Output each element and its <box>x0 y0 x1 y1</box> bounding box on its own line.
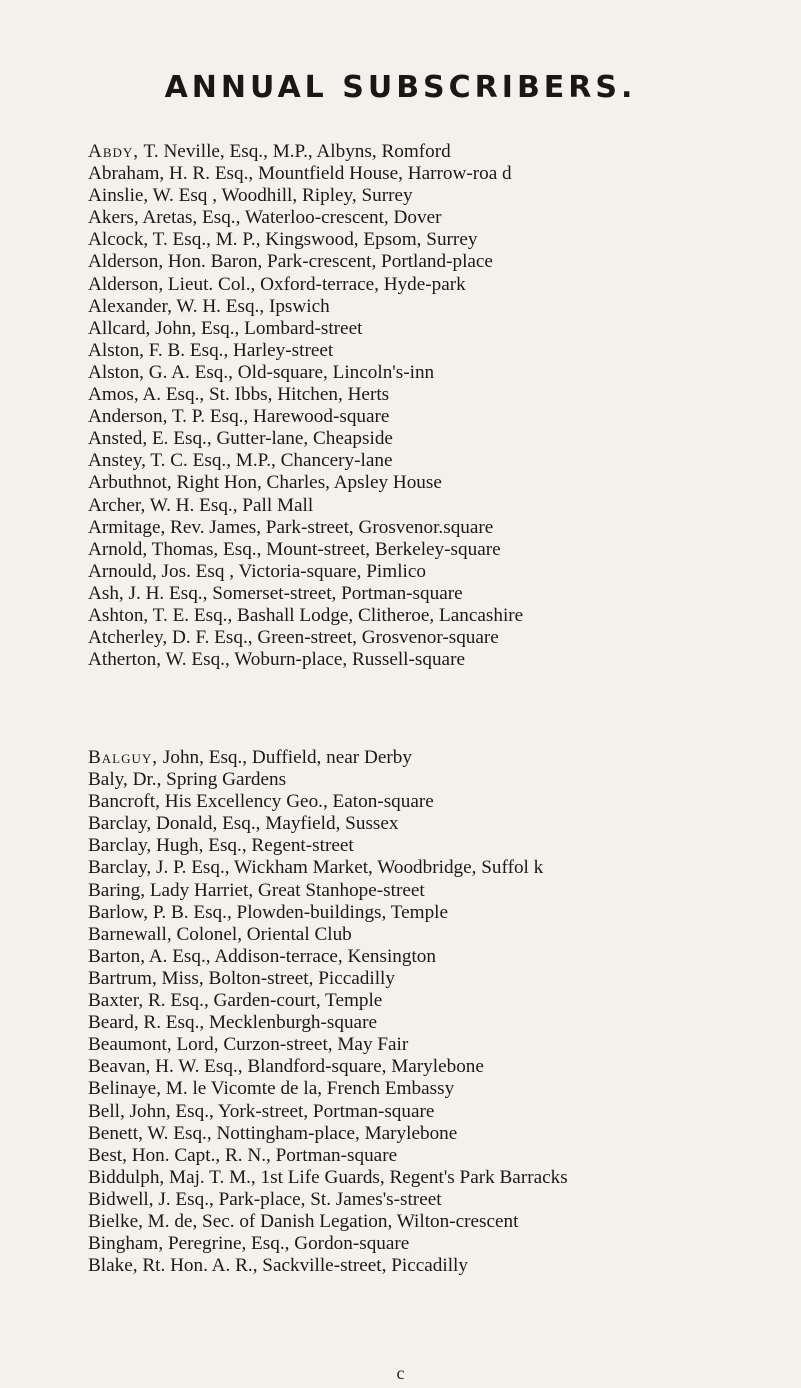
subscriber-entry <box>88 1012 798 1034</box>
entry-text: Atherton, W. Esq., Woburn-place, Russell-square <box>88 649 465 671</box>
entry-text: Best, Hon. Capt., R. N., Portman-square <box>88 1144 398 1166</box>
page-title: ANNUAL SUBSCRIBERS. <box>164 70 637 105</box>
entry-text: Bancroft, His Excellency Geo., Eaton-square <box>88 791 434 813</box>
subscriber-entry <box>88 362 798 384</box>
subscriber-entry <box>88 902 798 924</box>
entry-text: T. Neville, Esq., M.P., Albyns, Romford <box>139 141 451 162</box>
entry-text: Barclay, Hugh, Esq., Regent-street <box>88 835 354 857</box>
subscriber-entry <box>88 472 798 494</box>
subscriber-entry <box>88 769 798 791</box>
entry-lead-name: Abdy, <box>88 141 140 162</box>
entry-text: Barclay, Donald, Esq., Mayfield, Sussex <box>88 813 399 835</box>
subscriber-entry <box>88 813 798 835</box>
subscriber-entry <box>88 1078 798 1100</box>
signature-mark: c <box>396 1363 405 1383</box>
subscriber-entry <box>88 583 798 605</box>
subscriber-entry <box>88 1167 798 1189</box>
subscriber-entry <box>88 946 798 968</box>
subscriber-entry <box>88 207 798 229</box>
entry-text: Barton, A. Esq., Addison-terrace, Kensington <box>88 945 436 967</box>
entry-text: Ansted, E. Esq., Gutter-lane, Cheapside <box>88 428 393 450</box>
entry-text: Alderson, Hon. Baron, Park-crescent, Portland-place <box>88 251 493 273</box>
subscriber-entry <box>88 1034 798 1056</box>
entry-text: Baly, Dr., Spring Gardens <box>88 769 287 791</box>
entry-text: Arnould, Jos. Esq , Victoria-square, Pimlico <box>88 560 426 582</box>
entry-text: Beard, R. Esq., Mecklenburgh-square <box>88 1012 377 1034</box>
subscriber-entry <box>88 450 798 472</box>
subscriber-entry <box>88 835 798 857</box>
entry-text: Anderson, T. P. Esq., Harewood-square <box>88 406 390 428</box>
subscriber-entry <box>88 561 798 583</box>
subscriber-entry <box>88 924 798 946</box>
subscriber-entry <box>88 649 798 671</box>
subscriber-entry <box>88 627 798 649</box>
subscriber-entry <box>88 1211 798 1233</box>
subscriber-entry <box>88 1123 798 1145</box>
subscriber-entry <box>88 318 798 340</box>
entry-text: Bartrum, Miss, Bolton-street, Piccadilly <box>88 967 395 989</box>
entry-text: Ashton, T. E. Esq., Bashall Lodge, Clitheroe, Lancashire <box>88 604 524 626</box>
subscriber-entry <box>88 428 798 450</box>
entry-lead-name: Balguy, <box>88 747 159 768</box>
entry-text: Barlow, P. B. Esq., Plowden-buildings, Temple <box>88 901 449 923</box>
entry-text: Bell, John, Esq., York-street, Portman-square <box>88 1100 435 1122</box>
entry-text: Bidwell, J. Esq., Park-place, St. James's-street <box>88 1188 442 1210</box>
subscriber-entry <box>88 1233 798 1255</box>
subscriber-entry <box>88 880 798 902</box>
subscriber-entry <box>88 517 798 539</box>
entry-text: Benett, W. Esq., Nottingham-place, Marylebone <box>88 1122 458 1144</box>
entry-text: Armitage, Rev. James, Park-street, Grosvenor.square <box>88 516 494 538</box>
subscriber-entry <box>88 296 798 318</box>
subscriber-entry <box>88 406 798 428</box>
entry-text: Baxter, R. Esq., Garden-court, Temple <box>88 990 383 1012</box>
entry-text: Barclay, J. P. Esq., Wickham Market, Woodbridge, Suffol k <box>88 857 544 879</box>
subscriber-entry <box>88 163 798 185</box>
entry-text: Alcock, T. Esq., M. P., Kingswood, Epsom, Surrey <box>88 229 478 251</box>
entry-text: Blake, Rt. Hon. A. R., Sackville-street, Piccadilly <box>88 1255 468 1277</box>
subscriber-entry <box>88 1145 798 1167</box>
entry-text: Alexander, W. H. Esq., Ipswich <box>88 295 330 317</box>
entry-text: Alston, G. A. Esq., Old-square, Lincoln's-inn <box>88 361 435 383</box>
subscriber-entry <box>88 251 798 273</box>
entry-text: Beavan, H. W. Esq., Blandford-square, Marylebone <box>88 1056 484 1078</box>
entry-text: Baring, Lady Harriet, Great Stanhope-street <box>88 879 425 901</box>
subscriber-list-a <box>88 141 798 671</box>
entry-text: Abraham, H. R. Esq., Mountfield House, Harrow-roa d <box>88 163 512 185</box>
entry-text: Arbuthnot, Right Hon, Charles, Apsley House <box>88 472 442 494</box>
subscriber-entry <box>88 141 798 163</box>
entry-text: Barnewall, Colonel, Oriental Club <box>88 923 352 945</box>
entry-text: Arnold, Thomas, Esq., Mount-street, Berkeley-square <box>88 538 501 560</box>
subscriber-entry <box>88 495 798 517</box>
subscriber-entry <box>88 340 798 362</box>
entry-text: Archer, W. H. Esq., Pall Mall <box>88 494 314 516</box>
subscriber-entry <box>88 990 798 1012</box>
subscriber-entry <box>88 539 798 561</box>
entry-text: Amos, A. Esq., St. Ibbs, Hitchen, Herts <box>88 384 390 406</box>
subscriber-entry <box>88 857 798 879</box>
entry-text: Alston, F. B. Esq., Harley-street <box>88 339 334 361</box>
entry-text: Atcherley, D. F. Esq., Green-street, Grosvenor-square <box>88 627 499 649</box>
subscriber-entry <box>88 791 798 813</box>
entry-text: Alderson, Lieut. Col., Oxford-terrace, Hyde-park <box>88 273 466 295</box>
subscriber-entry <box>88 185 798 207</box>
subscriber-entry <box>88 274 798 296</box>
subscriber-entry <box>88 1101 798 1123</box>
entry-text: Biddulph, Maj. T. M., 1st Life Guards, Regent's Park Barracks <box>88 1166 568 1188</box>
entry-text: Ainslie, W. Esq , Woodhill, Ripley, Surrey <box>88 185 413 207</box>
entry-text: Bingham, Peregrine, Esq., Gordon-square <box>88 1233 410 1255</box>
subscriber-entry <box>88 605 798 627</box>
subscriber-list-b <box>88 747 798 1277</box>
entry-text: Bielke, M. de, Sec. of Danish Legation, Wilton-crescent <box>88 1210 519 1232</box>
entry-text: Akers, Aretas, Esq., Waterloo-crescent, Dover <box>88 207 442 229</box>
subscriber-entry <box>88 1255 798 1277</box>
subscriber-entry <box>88 747 798 769</box>
entry-text: Belinaye, M. le Vicomte de la, French Embassy <box>88 1078 455 1100</box>
entry-text: John, Esq., Duffield, near Derby <box>158 747 412 768</box>
subscriber-entry <box>88 1189 798 1211</box>
entry-text: Allcard, John, Esq., Lombard-street <box>88 317 363 339</box>
entry-text: Ash, J. H. Esq., Somerset-street, Portman-square <box>88 582 463 604</box>
entry-text: Anstey, T. C. Esq., M.P., Chancery-lane <box>88 450 393 472</box>
subscriber-entry <box>88 968 798 990</box>
subscriber-entry <box>88 1056 798 1078</box>
subscriber-entry <box>88 384 798 406</box>
subscriber-entry <box>88 229 798 251</box>
entry-text: Beaumont, Lord, Curzon-street, May Fair <box>88 1034 409 1056</box>
